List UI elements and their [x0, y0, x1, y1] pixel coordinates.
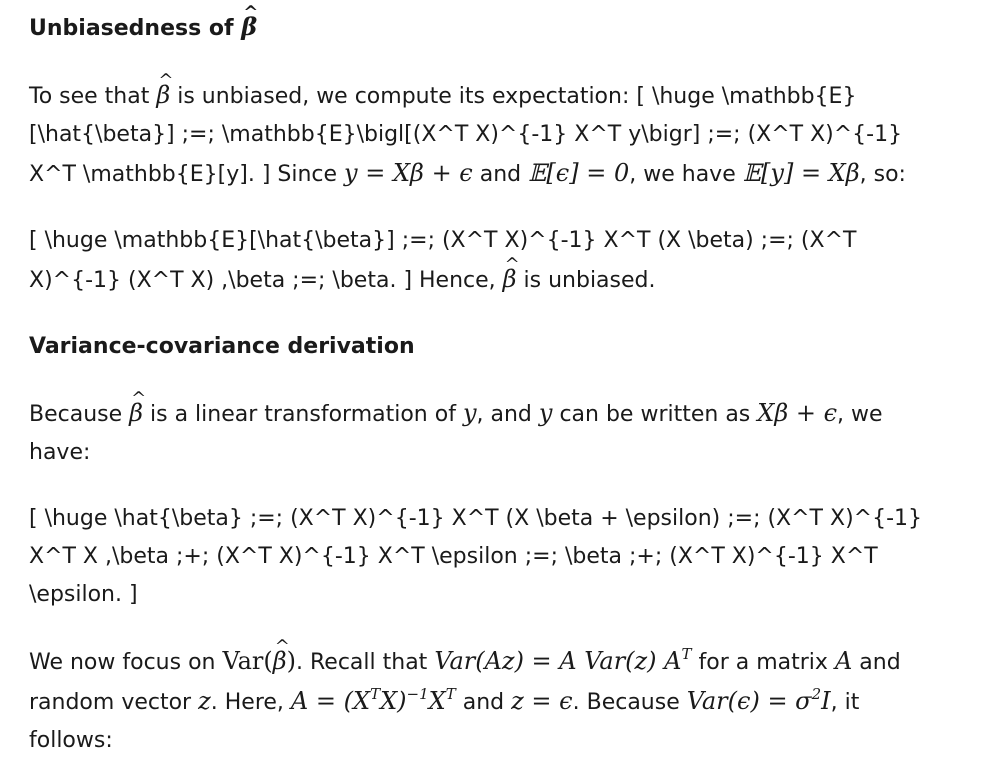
- beta-hat-symbol: ^ β: [129, 394, 143, 432]
- beta-hat-symbol: ^ β: [273, 642, 287, 680]
- math-inline: 𝔼[y] = Xβ: [742, 159, 860, 187]
- text-run: We now focus on: [29, 650, 223, 675]
- math-inline: $A = (X^TX)^{-1}X^T$: [290, 685, 456, 715]
- text-run: can be written as: [552, 402, 758, 427]
- paragraph-expectation: [29, 76, 929, 194]
- math-inline: y = Xβ + ϵ: [344, 159, 473, 187]
- text-run: is a linear transformation of: [143, 402, 463, 427]
- paragraph-beta-expansion: [29, 500, 929, 614]
- beta-hat-symbol: ^ β: [156, 76, 170, 114]
- text-run: is unbiased, we compute its expectation: [ \huge \mathbb{E}[\hat{\beta}] ;=; \mathbb{E}\bigl[(X^T X)^{-1} X^T y\bigr] ;=; (X^T X)^{-1} X^T \mathbb{E}[y]. ] Since: [29, 84, 903, 187]
- math-inline: Var(^ β): [222, 647, 296, 675]
- text-run: [ \huge \hat{\beta} ;=; (X^T X)^{-1} X^T (X \beta + \epsilon) ;=; (X^T X)^{-1} X^T X ,\beta ;+; (X^T X)^{-1} X^T \epsilon ;=; \beta ;+; (X^T X)^{-1} X^T \epsilon. ]: [29, 506, 923, 607]
- text-run: , and: [476, 402, 539, 427]
- heading-text: Variance-covariance derivation: [29, 334, 415, 359]
- paragraph-unbiased-conclusion: [29, 222, 929, 300]
- text-run: [ \huge \mathbb{E}[\hat{\beta}] ;=; (X^T X)^{-1} X^T (X \beta) ;=; (X^T X)^{-1} (X^T X) ,\beta ;=; \beta. ] Hence,: [29, 228, 857, 293]
- math-inline: A: [834, 647, 853, 675]
- beta-hat-symbol: ^ β: [503, 260, 517, 298]
- section-heading-unbiasedness: [29, 8, 929, 48]
- text-run: Because: [29, 402, 130, 427]
- text-run: , so:: [859, 162, 906, 187]
- paragraph-variance-focus: [29, 642, 929, 760]
- document-body: [29, 8, 929, 760]
- math-inline: Xβ + ϵ: [757, 399, 838, 427]
- text-run: , we have: [629, 162, 743, 187]
- math-inline: z = ϵ: [511, 687, 573, 715]
- text-run: . Recall that: [296, 650, 435, 675]
- math-inline: Var(Az) = A Var(z) $A^T$: [434, 645, 692, 675]
- text-run: , it follows:: [29, 690, 860, 753]
- beta-hat-symbol: ^ β: [241, 8, 257, 46]
- math-inline: 𝔼[ϵ] = 0: [528, 159, 630, 187]
- math-inline: y: [538, 399, 553, 427]
- heading-text: Unbiasedness of: [29, 16, 242, 41]
- text-run: . Because: [572, 690, 687, 715]
- text-run: is unbiased.: [516, 268, 656, 293]
- math-inline: z: [198, 687, 211, 715]
- text-run: , we have:: [29, 402, 883, 465]
- math-inline: $Var(\epsilon) = \sigma^2I$: [686, 685, 831, 715]
- text-run: and: [472, 162, 529, 187]
- paragraph-linear-transformation: [29, 394, 929, 472]
- text-run: for a matrix: [691, 650, 835, 675]
- section-heading-variance: [29, 328, 929, 366]
- text-run: and random vector: [29, 650, 901, 715]
- text-run: and: [455, 690, 512, 715]
- math-inline: y: [462, 399, 477, 427]
- text-run: . Here,: [210, 690, 291, 715]
- text-run: To see that: [29, 84, 157, 109]
